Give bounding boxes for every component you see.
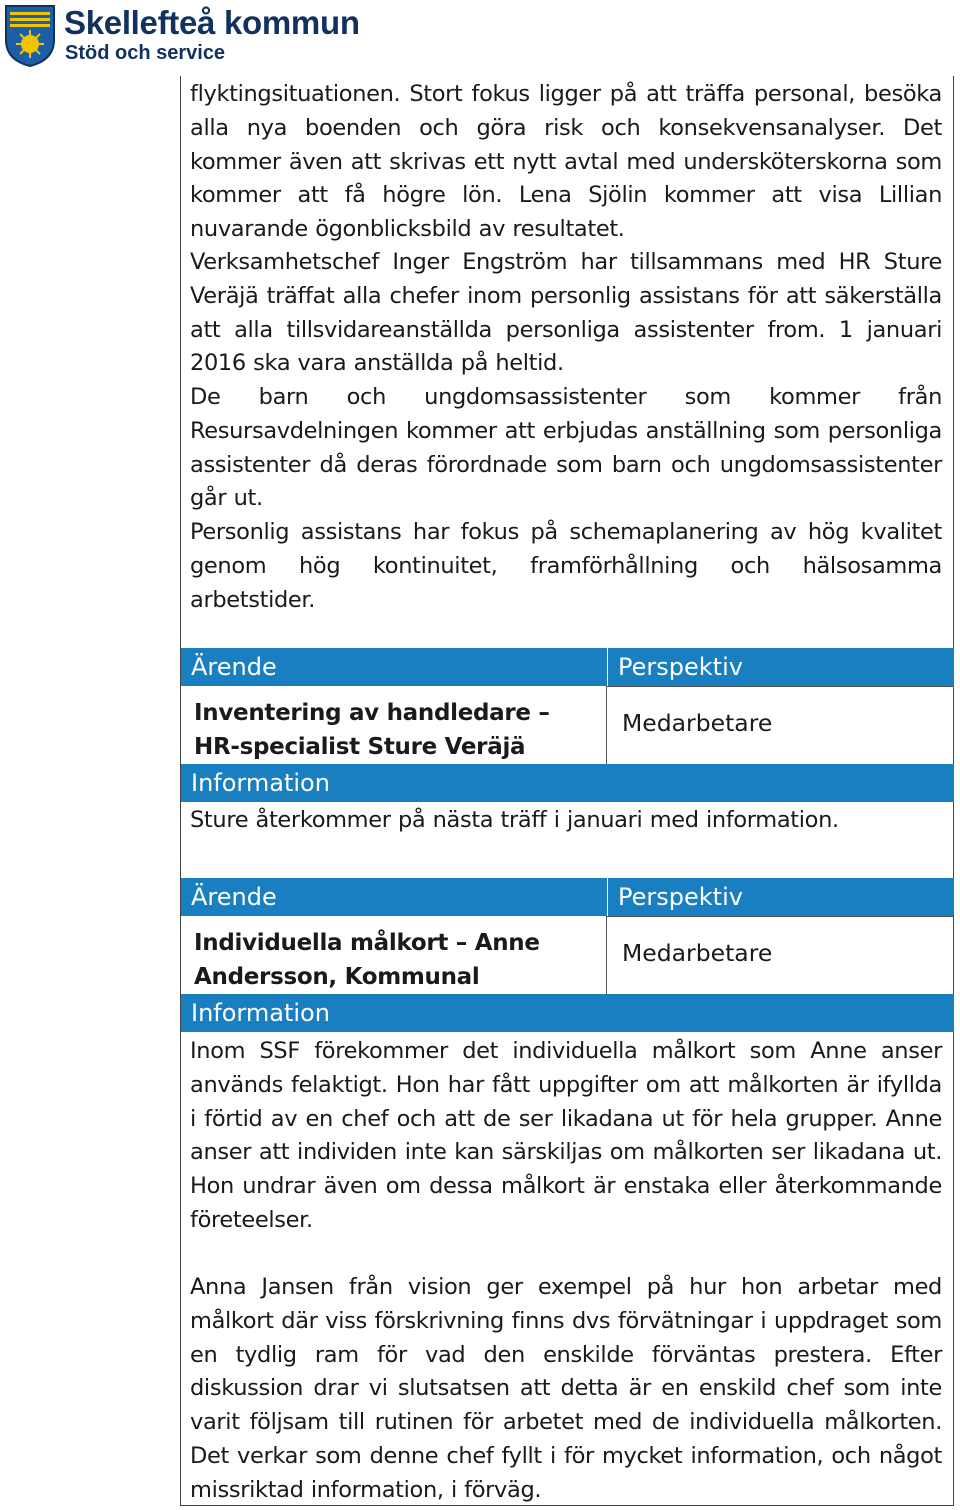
- cell-divider: [606, 686, 607, 764]
- perspective-value: Medarbetare: [622, 709, 773, 737]
- municipal-crest-icon: [4, 4, 56, 68]
- info-text: Inom SSF förekommer det individuella målkort som Anne anser används felaktigt. Hon har fått uppgifter om att målkorten är ifyllda i förtid av en chef och att de ser likadana ut för hela grupper. Anne anser att individen inte kan särskiljas om målkorten ser likadana ut. Hon undrar även om dessa målkort är enstaka eller återkommande företeelser.: [190, 1038, 942, 1233]
- paragraph: flyktingsituationen. Stort fokus ligger på att träffa personal, besöka alla nya boenden och göra risk och konsekvensanalyser. Det kommer även att skrivas ett nytt avtal med undersköterskorna som kommer att få högre lön. Lena Sjölin kommer att visa Lillian nuvarande ögonblicksbild av resultatet.: [190, 81, 942, 243]
- info-header: Information: [181, 764, 954, 802]
- perspective-header: Perspektiv: [607, 878, 954, 916]
- cell-divider: [606, 686, 954, 687]
- paragraph: De barn och ungdomsassistenter som kommer från Resursavdelningen kommer att erbjudas anställning som personliga assistenter då deras förordnade som barn och ungdomsassistenter går ut.: [190, 384, 942, 512]
- info-text: Sture återkommer på nästa träff i januari med information.: [190, 807, 839, 833]
- org-name: Skellefteå kommun: [64, 4, 360, 41]
- cell-divider: [606, 916, 607, 994]
- issue-header: Ärende: [181, 648, 607, 686]
- org-unit: Stöd och service: [65, 42, 226, 64]
- info-text: Anna Jansen från vision ger exempel på hur hon arbetar med målkort där viss förskrivning finns dvs förvätningar i uppdraget som en tydlig ram för vad den enskilde förväntas prestera. Efter diskussion drar vi slutsatsen att detta är en enskild chef som inte varit följsam till rutinen för arbetet med de individuella målkorten. Det verkar som denne chef fyllt i för mycket information, och något missriktad information, i förväg.: [190, 1274, 942, 1503]
- paragraph: Personlig assistans har fokus på schemaplanering av hög kvalitet genom hög kontinuitet, framförhållning och hälsosamma arbetstider.: [190, 519, 942, 613]
- perspective-value: Medarbetare: [622, 939, 773, 967]
- paragraph: Verksamhetschef Inger Engström har tillsammans med HR Sture Veräjä träffat alla chefer inom personlig assistans för att säkerställa att alla tillsvidareanställda personliga assistenter from. 1 januari 2016 ska vara anställda på heltid.: [190, 249, 942, 377]
- perspective-header: Perspektiv: [607, 648, 954, 686]
- issue-header: Ärende: [181, 878, 607, 916]
- info-header: Information: [181, 994, 954, 1032]
- org-logo: [4, 4, 364, 70]
- issue-title: Inventering av handledare – HR-specialist Sture Veräjä: [194, 700, 550, 760]
- issue-title: Individuella målkort – Anne Andersson, Kommunal: [194, 930, 540, 990]
- cell-divider: [606, 916, 954, 917]
